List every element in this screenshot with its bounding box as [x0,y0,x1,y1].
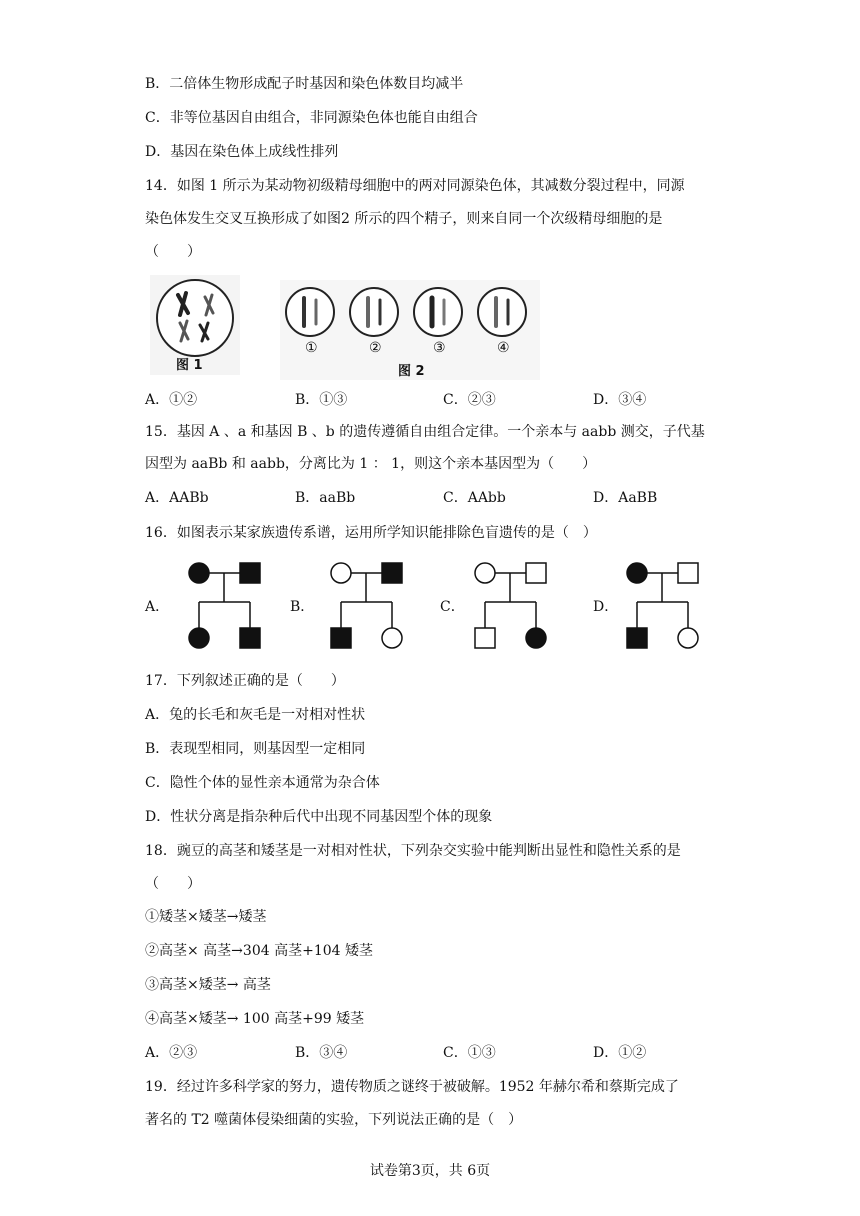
q16-option-b: B． [290,599,315,615]
cell-number-4: ④ [497,340,510,356]
q18-statement-4: ④高茎×矮茎→ 100 高茎+99 矮茎 [145,1011,365,1027]
q14-option-b: B．①③ [295,392,348,408]
figure-2-label: 图 2 [398,364,425,379]
q16-stem: 16．如图表示某家族遗传系谱，运用所学知识能排除色盲遗传的是（ ） [145,525,597,541]
q17-option-d: D．性状分离是指杂种后代中出现不同基因型个体的现象 [145,809,493,825]
q14-option-a: A．①② [145,392,198,408]
q13-option-c: C．非等位基因自由组合，非同源染色体也能自由组合 [145,110,478,126]
q17-option-a: A．兔的长毛和灰毛是一对相对性状 [145,707,366,723]
q15-option-a: A．AABb [145,490,209,506]
q17-option-c: C．隐性个体的显性亲本通常为杂合体 [145,775,380,791]
q15-option-c: C．AAbb [443,490,506,506]
q18-statement-1: ①矮茎×矮茎→矮茎 [145,909,267,925]
q19-stem-line2: 著名的 T2 噬菌体侵染细菌的实验，下列说法正确的是（ ） [145,1112,523,1128]
q18-option-d: D．①② [593,1045,647,1061]
cell-number-2: ② [369,340,382,356]
q14-stem-line2: 染色体发生交叉互换形成了如图2 所示的四个精子，则来自同一个次级精母细胞的是 [145,211,663,227]
q18-option-a: A．②③ [145,1045,198,1061]
q14-stem-line1: 14．如图 1 所示为某动物初级精母细胞中的两对同源染色体，其减数分裂过程中，同源 [145,178,685,194]
cell-number-3: ③ [433,340,446,356]
figure-1-label: 图 1 [176,358,203,373]
q19-stem-line1: 19．经过许多科学家的努力，遗传物质之谜终于被破解。1952 年赫尔希和蔡斯完成了 [145,1079,679,1095]
q18-statement-2: ②高茎× 高茎→304 高茎+104 矮茎 [145,943,373,959]
page-footer: 试卷第3页，共 6页 [369,1163,491,1179]
q17-stem: 17．下列叙述正确的是（ ） [145,673,345,689]
q15-option-d: D．AaBB [593,490,658,506]
pedigree-c [466,558,556,650]
q15-option-b: B．aaBb [295,490,356,506]
q15-stem-line1: 15．基因 A 、a 和基因 B 、b 的遗传遵循自由组合定律。一个亲本与 aabb 测交，子代基 [145,424,705,440]
q16-option-a: A． [145,599,170,615]
pedigree-d [618,558,708,650]
q18-option-b: B．③④ [295,1045,348,1061]
q18-option-c: C．①③ [443,1045,496,1061]
q17-option-b: B．表现型相同，则基因型一定相同 [145,741,366,757]
q14-option-c: C．②③ [443,392,496,408]
q13-option-b: B．二倍体生物形成配子时基因和染色体数目均减半 [145,76,464,92]
q18-stem-line2: （ ） [145,876,201,892]
pedigree-a [180,558,270,650]
q13-option-d: D．基因在染色体上成线性排列 [145,144,339,160]
q14-option-d: D．③④ [593,392,647,408]
cell-number-1: ① [305,340,318,356]
q16-option-c: C． [440,599,465,615]
q18-stem-line1: 18．豌豆的高茎和矮茎是一对相对性状，下列杂交实验中能判断出显性和隐性关系的是 [145,843,681,859]
q16-option-d: D． [593,599,619,615]
q18-statement-3: ③高茎×矮茎→ 高茎 [145,977,271,993]
q15-stem-line2: 因型为 aaBb 和 aabb，分离比为 1 ： 1，则这个亲本基因型为（ ） [145,456,597,472]
pedigree-b [322,558,412,650]
q14-answer-paren: （ ） [145,244,201,260]
